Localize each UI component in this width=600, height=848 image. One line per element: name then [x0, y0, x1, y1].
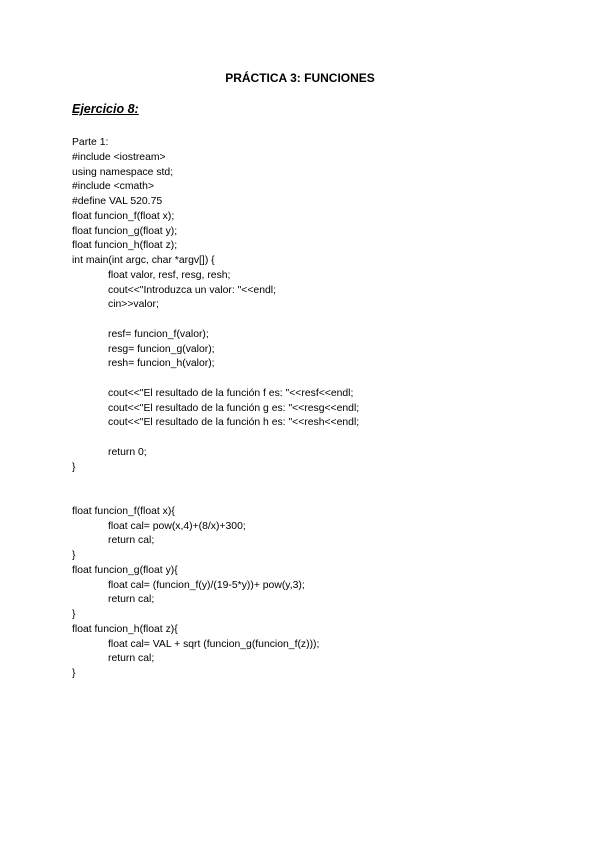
- code-line: #include <cmath>: [72, 181, 155, 193]
- page-title: PRÁCTICA 3: FUNCIONES: [225, 71, 375, 85]
- code-block: [72, 136, 359, 682]
- code-line: resh= funcion_h(valor);: [108, 358, 215, 370]
- code-line: int main(int argc, char *argv[]) {: [72, 255, 215, 266]
- code-line: float funcion_g(float y){: [72, 564, 178, 576]
- code-line: #define VAL 520.75: [72, 196, 163, 207]
- code-line: return cal;: [108, 535, 155, 547]
- code-line: Parte 1:: [72, 137, 109, 148]
- code-line: float funcion_h(float z){: [72, 623, 178, 635]
- code-line: using namespace std;: [72, 166, 174, 178]
- code-line: [72, 313, 359, 328]
- code-line: }: [72, 461, 76, 473]
- code-line: resf= funcion_f(valor);: [108, 328, 209, 340]
- code-line: float cal= pow(x,4)+(8/x)+300;: [108, 520, 246, 532]
- code-line: }: [72, 668, 76, 679]
- code-line: [72, 372, 359, 387]
- code-line: float funcion_f(float x);: [72, 210, 175, 222]
- code-line: float cal= (funcion_f(y)/(19-5*y))+ pow(y,3);: [108, 579, 305, 591]
- exercise-heading: Ejercicio 8:: [72, 102, 139, 116]
- code-line: cout<<"Introduzca un valor: "<<endl;: [108, 284, 276, 296]
- code-line: [72, 490, 359, 505]
- code-line: cin>>valor;: [108, 299, 159, 311]
- code-line: resg= funcion_g(valor);: [108, 343, 215, 355]
- code-line: float funcion_g(float y);: [72, 225, 178, 237]
- code-line: }: [72, 609, 76, 620]
- code-line: cout<<"El resultado de la función f es: "<<resf<<endl;: [108, 387, 354, 399]
- code-line: return cal;: [108, 594, 155, 606]
- code-line: float valor, resf, resg, resh;: [108, 269, 231, 281]
- code-line: return 0;: [108, 446, 147, 458]
- code-line: #include <iostream>: [72, 151, 166, 163]
- code-line: }: [72, 550, 76, 561]
- code-line: cout<<"El resultado de la función g es: "<<resg<<endl;: [108, 402, 360, 414]
- code-line: [72, 475, 359, 490]
- code-line: [72, 431, 359, 446]
- code-line: return cal;: [108, 653, 155, 665]
- code-line: cout<<"El resultado de la función h es: "<<resh<<endl;: [108, 417, 360, 429]
- code-line: float funcion_h(float z);: [72, 240, 178, 252]
- code-line: float cal= VAL + sqrt (funcion_g(funcion_f(z)));: [108, 638, 320, 650]
- code-line: float funcion_f(float x){: [72, 505, 175, 517]
